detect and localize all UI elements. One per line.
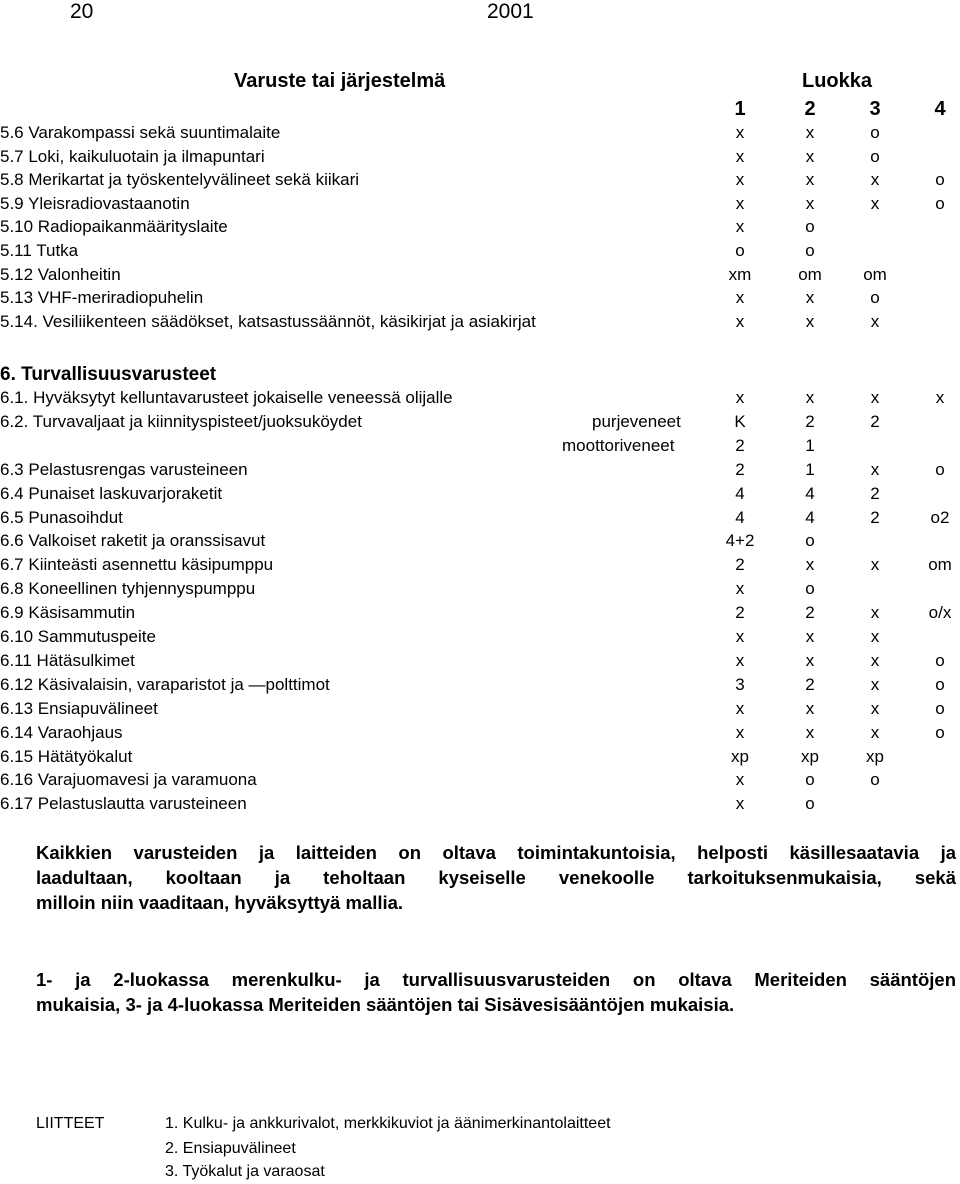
class-4-cell: o2 bbox=[930, 507, 950, 527]
attachment-item: 2. Ensiapuvälineet bbox=[165, 1140, 296, 1157]
row-label: 5.11 Tutka bbox=[0, 241, 79, 260]
table-row bbox=[0, 460, 960, 484]
class-1-cell: x bbox=[735, 217, 745, 237]
class-header-row bbox=[0, 98, 960, 122]
class-3-cell: x bbox=[870, 459, 880, 479]
class-1-cell: x bbox=[735, 288, 745, 308]
class-3-cell: x bbox=[870, 170, 880, 190]
class-2-cell: 2 bbox=[805, 674, 815, 694]
class-1-cell: 4 bbox=[735, 507, 745, 527]
class-3-cell: x bbox=[870, 722, 880, 742]
class-2-cell: o bbox=[805, 531, 815, 551]
class-4-cell: o bbox=[935, 698, 945, 718]
table-title: Varuste tai järjestelmä bbox=[234, 70, 446, 92]
class-1-cell: 2 bbox=[735, 459, 745, 479]
class-1-cell: 2 bbox=[735, 555, 745, 575]
row-label: 6.1. Hyväksytyt kelluntavarusteet jokaiselle veneessä olijalle bbox=[0, 388, 453, 407]
table-row bbox=[0, 217, 960, 241]
class-2-cell: x bbox=[805, 555, 815, 575]
class-2-cell: 1 bbox=[805, 459, 815, 479]
table-row bbox=[0, 170, 960, 194]
row-label: 6.3 Pelastusrengas varusteineen bbox=[0, 459, 248, 479]
year: 2001 bbox=[487, 0, 534, 23]
row-label: 5.14. Vesiliikenteen säädökset, katsastussäännöt, käsikirjat ja asiakirjat bbox=[0, 311, 536, 331]
class-3-cell: o bbox=[870, 288, 880, 308]
class-4-cell: x bbox=[935, 388, 945, 407]
class-4-cell: o bbox=[935, 459, 945, 479]
table-row bbox=[0, 651, 960, 675]
class-3-cell: 2 bbox=[870, 411, 880, 431]
class-3-cell: o bbox=[870, 770, 880, 790]
row-label: 6.15 Hätätyökalut bbox=[0, 746, 133, 766]
table-row bbox=[0, 147, 960, 171]
table-row bbox=[0, 312, 960, 336]
attachment-item: 3. Työkalut ja varaosat bbox=[165, 1163, 325, 1180]
table-row bbox=[0, 288, 960, 312]
class-4-cell: o bbox=[935, 193, 945, 213]
class-3-cell: x bbox=[870, 603, 880, 623]
class-1-cell: 3 bbox=[735, 674, 745, 694]
class-2-cell: 1 bbox=[805, 435, 815, 455]
class-2-cell: x bbox=[805, 650, 815, 670]
row-label: 6.5 Punasoihdut bbox=[0, 507, 123, 527]
class-4-cell: o bbox=[935, 650, 945, 670]
row-label: 5.10 Radiopaikanmäärityslaite bbox=[0, 217, 228, 237]
class-header-3: 3 bbox=[869, 98, 881, 120]
paragraph-line: mukaisia, 3- ja 4-luokassa Meriteiden sääntöjen tai Sisävesisääntöjen mukaisia. bbox=[36, 994, 735, 1015]
paragraph-line: laadultaan, kooltaan ja teholtaan kyseiselle venekoolle tarkoituksenmukaisia, sekä bbox=[36, 867, 956, 888]
row-sublabel: purjeveneet bbox=[592, 411, 681, 431]
row-label: 6.11 Hätäsulkimet bbox=[0, 650, 135, 670]
class-3-cell: x bbox=[870, 555, 880, 575]
class-3-cell: x bbox=[870, 698, 880, 718]
class-1-cell: 2 bbox=[735, 435, 745, 455]
table-row bbox=[0, 531, 960, 555]
class-header-4: 4 bbox=[934, 98, 946, 120]
class-2-cell: o bbox=[805, 217, 815, 237]
paragraph-line: milloin niin vaaditaan, hyväksyttyä mallia. bbox=[36, 892, 404, 913]
class-4-cell: o bbox=[935, 170, 945, 190]
class-1-cell: x bbox=[735, 770, 745, 790]
class-4-cell: o/x bbox=[928, 603, 952, 623]
class-3-cell: om bbox=[863, 264, 887, 284]
row-label: 6.13 Ensiapuvälineet bbox=[0, 698, 158, 718]
class-2-cell: xp bbox=[801, 746, 819, 766]
class-3-cell: o bbox=[870, 146, 880, 166]
table-row bbox=[0, 484, 960, 508]
class-2-cell: 4 bbox=[805, 483, 815, 503]
class-1-cell: x bbox=[735, 193, 745, 213]
row-label: 6.14 Varaohjaus bbox=[0, 722, 123, 742]
class-2-cell: 2 bbox=[805, 603, 815, 623]
class-3-cell: 2 bbox=[870, 483, 880, 503]
class-1-cell: xm bbox=[728, 264, 752, 284]
class-2-cell: x bbox=[805, 311, 815, 331]
class-3-cell: x bbox=[870, 627, 880, 646]
class-2-cell: x bbox=[805, 698, 815, 718]
paragraph-rules bbox=[36, 967, 956, 1017]
row-label: 5.7 Loki, kaikuluotain ja ilmapuntari bbox=[0, 146, 265, 166]
class-header-2: 2 bbox=[804, 98, 816, 120]
attachments-label: LIITTEET bbox=[36, 1115, 105, 1132]
table-row bbox=[0, 770, 960, 794]
row-label: 6.4 Punaiset laskuvarjoraketit bbox=[0, 483, 223, 503]
class-3-cell: 2 bbox=[870, 507, 880, 527]
class-1-cell: x bbox=[735, 698, 745, 718]
class-2-cell: o bbox=[805, 770, 815, 790]
row-label: 6.6 Valkoiset raketit ja oranssisavut bbox=[0, 531, 266, 551]
class-1-cell: x bbox=[735, 123, 745, 142]
row-label: 5.12 Valonheitin bbox=[0, 264, 121, 284]
class-2-cell: 4 bbox=[805, 507, 815, 527]
class-1-cell: x bbox=[735, 170, 745, 190]
class-3-cell: xp bbox=[866, 746, 884, 766]
row-label: 5.9 Yleisradiovastaanotin bbox=[0, 193, 190, 213]
class-3-cell: x bbox=[870, 388, 880, 407]
section-6-title: 6. Turvallisuusvarusteet bbox=[0, 364, 217, 385]
class-2-cell: o bbox=[805, 241, 815, 260]
paragraph-line: 1- ja 2-luokassa merenkulku- ja turvallisuusvarusteiden on oltava Meriteiden sääntöjen bbox=[36, 969, 956, 990]
table-row bbox=[0, 603, 960, 627]
class-2-cell: x bbox=[805, 146, 815, 166]
table-row bbox=[0, 675, 960, 699]
class-1-cell: x bbox=[735, 650, 745, 670]
class-1-cell: x bbox=[735, 146, 745, 166]
class-4-cell: o bbox=[935, 674, 945, 694]
class-1-cell: x bbox=[735, 722, 745, 742]
table-row bbox=[0, 579, 960, 603]
class-3-cell: o bbox=[870, 123, 880, 142]
row-label: 6.17 Pelastuslautta varusteineen bbox=[0, 794, 247, 814]
row-label: 6.10 Sammutuspeite bbox=[0, 627, 156, 646]
class-1-cell: xp bbox=[731, 746, 749, 766]
table-row bbox=[0, 723, 960, 747]
class-3-cell: x bbox=[870, 311, 880, 331]
class-1-cell: 4+2 bbox=[725, 531, 755, 551]
row-label: 6.12 Käsivalaisin, varaparistot ja —polttimot bbox=[0, 674, 330, 694]
attachment-item: 1. Kulku- ja ankkurivalot, merkkikuviot ja äänimerkinantolaitteet bbox=[165, 1115, 611, 1132]
class-1-cell: x bbox=[735, 579, 745, 599]
class-2-cell: x bbox=[805, 170, 815, 190]
class-2-cell: x bbox=[805, 388, 815, 407]
class-1-cell: x bbox=[735, 311, 745, 331]
class-1-cell: 4 bbox=[735, 483, 745, 503]
row-label: 6.7 Kiinteästi asennettu käsipumppu bbox=[0, 555, 274, 575]
class-2-cell: x bbox=[805, 288, 815, 308]
class-2-cell: o bbox=[805, 794, 815, 814]
class-2-cell: x bbox=[805, 123, 815, 142]
table-row bbox=[0, 194, 960, 218]
table-row bbox=[0, 265, 960, 289]
class-3-cell: x bbox=[870, 193, 880, 213]
table-row bbox=[0, 794, 960, 818]
class-2-cell: om bbox=[798, 264, 822, 284]
class-1-cell: o bbox=[735, 241, 745, 260]
class-1-cell: x bbox=[735, 388, 745, 407]
table-row bbox=[0, 555, 960, 579]
class-4-cell: om bbox=[928, 555, 952, 575]
class-1-cell: K bbox=[734, 411, 746, 431]
row-label: 6.16 Varajuomavesi ja varamuona bbox=[0, 770, 257, 790]
table-row bbox=[0, 627, 960, 651]
class-1-cell: x bbox=[735, 627, 745, 646]
class-1-cell: 2 bbox=[735, 603, 745, 623]
class-4-cell: o bbox=[935, 722, 945, 742]
paragraph-requirements bbox=[36, 840, 956, 915]
class-1-cell: x bbox=[735, 794, 745, 814]
row-label: 5.13 VHF-meriradiopuhelin bbox=[0, 288, 204, 308]
class-2-cell: x bbox=[805, 193, 815, 213]
paragraph-line: Kaikkien varusteiden ja laitteiden on oltava toimintakuntoisia, helposti käsillesaatavia ja bbox=[36, 842, 956, 863]
table-row bbox=[0, 508, 960, 532]
class-2-cell: x bbox=[805, 722, 815, 742]
table-row bbox=[0, 436, 960, 460]
table-row bbox=[0, 123, 960, 147]
class-2-cell: o bbox=[805, 579, 815, 599]
class-2-cell: 2 bbox=[805, 411, 815, 431]
row-label: 6.2. Turvavaljaat ja kiinnityspisteet/juoksuköydet bbox=[0, 411, 362, 431]
table-row bbox=[0, 388, 960, 412]
page-number: 20 bbox=[70, 0, 94, 23]
class-3-cell: x bbox=[870, 650, 880, 670]
table-row bbox=[0, 747, 960, 771]
row-sublabel: moottoriveneet bbox=[562, 435, 675, 455]
class-header-1: 1 bbox=[734, 98, 746, 120]
table-row bbox=[0, 241, 960, 265]
class-title: Luokka bbox=[802, 70, 873, 92]
class-3-cell: x bbox=[870, 674, 880, 694]
row-label: 6.9 Käsisammutin bbox=[0, 603, 136, 623]
row-label: 6.8 Koneellinen tyhjennyspumppu bbox=[0, 579, 256, 599]
table-row bbox=[0, 412, 960, 436]
class-2-cell: x bbox=[805, 627, 815, 646]
row-label: 5.6 Varakompassi sekä suuntimalaite bbox=[0, 123, 281, 142]
table-row bbox=[0, 699, 960, 723]
row-label: 5.8 Merikartat ja työskentelyvälineet sekä kiikari bbox=[0, 170, 360, 190]
